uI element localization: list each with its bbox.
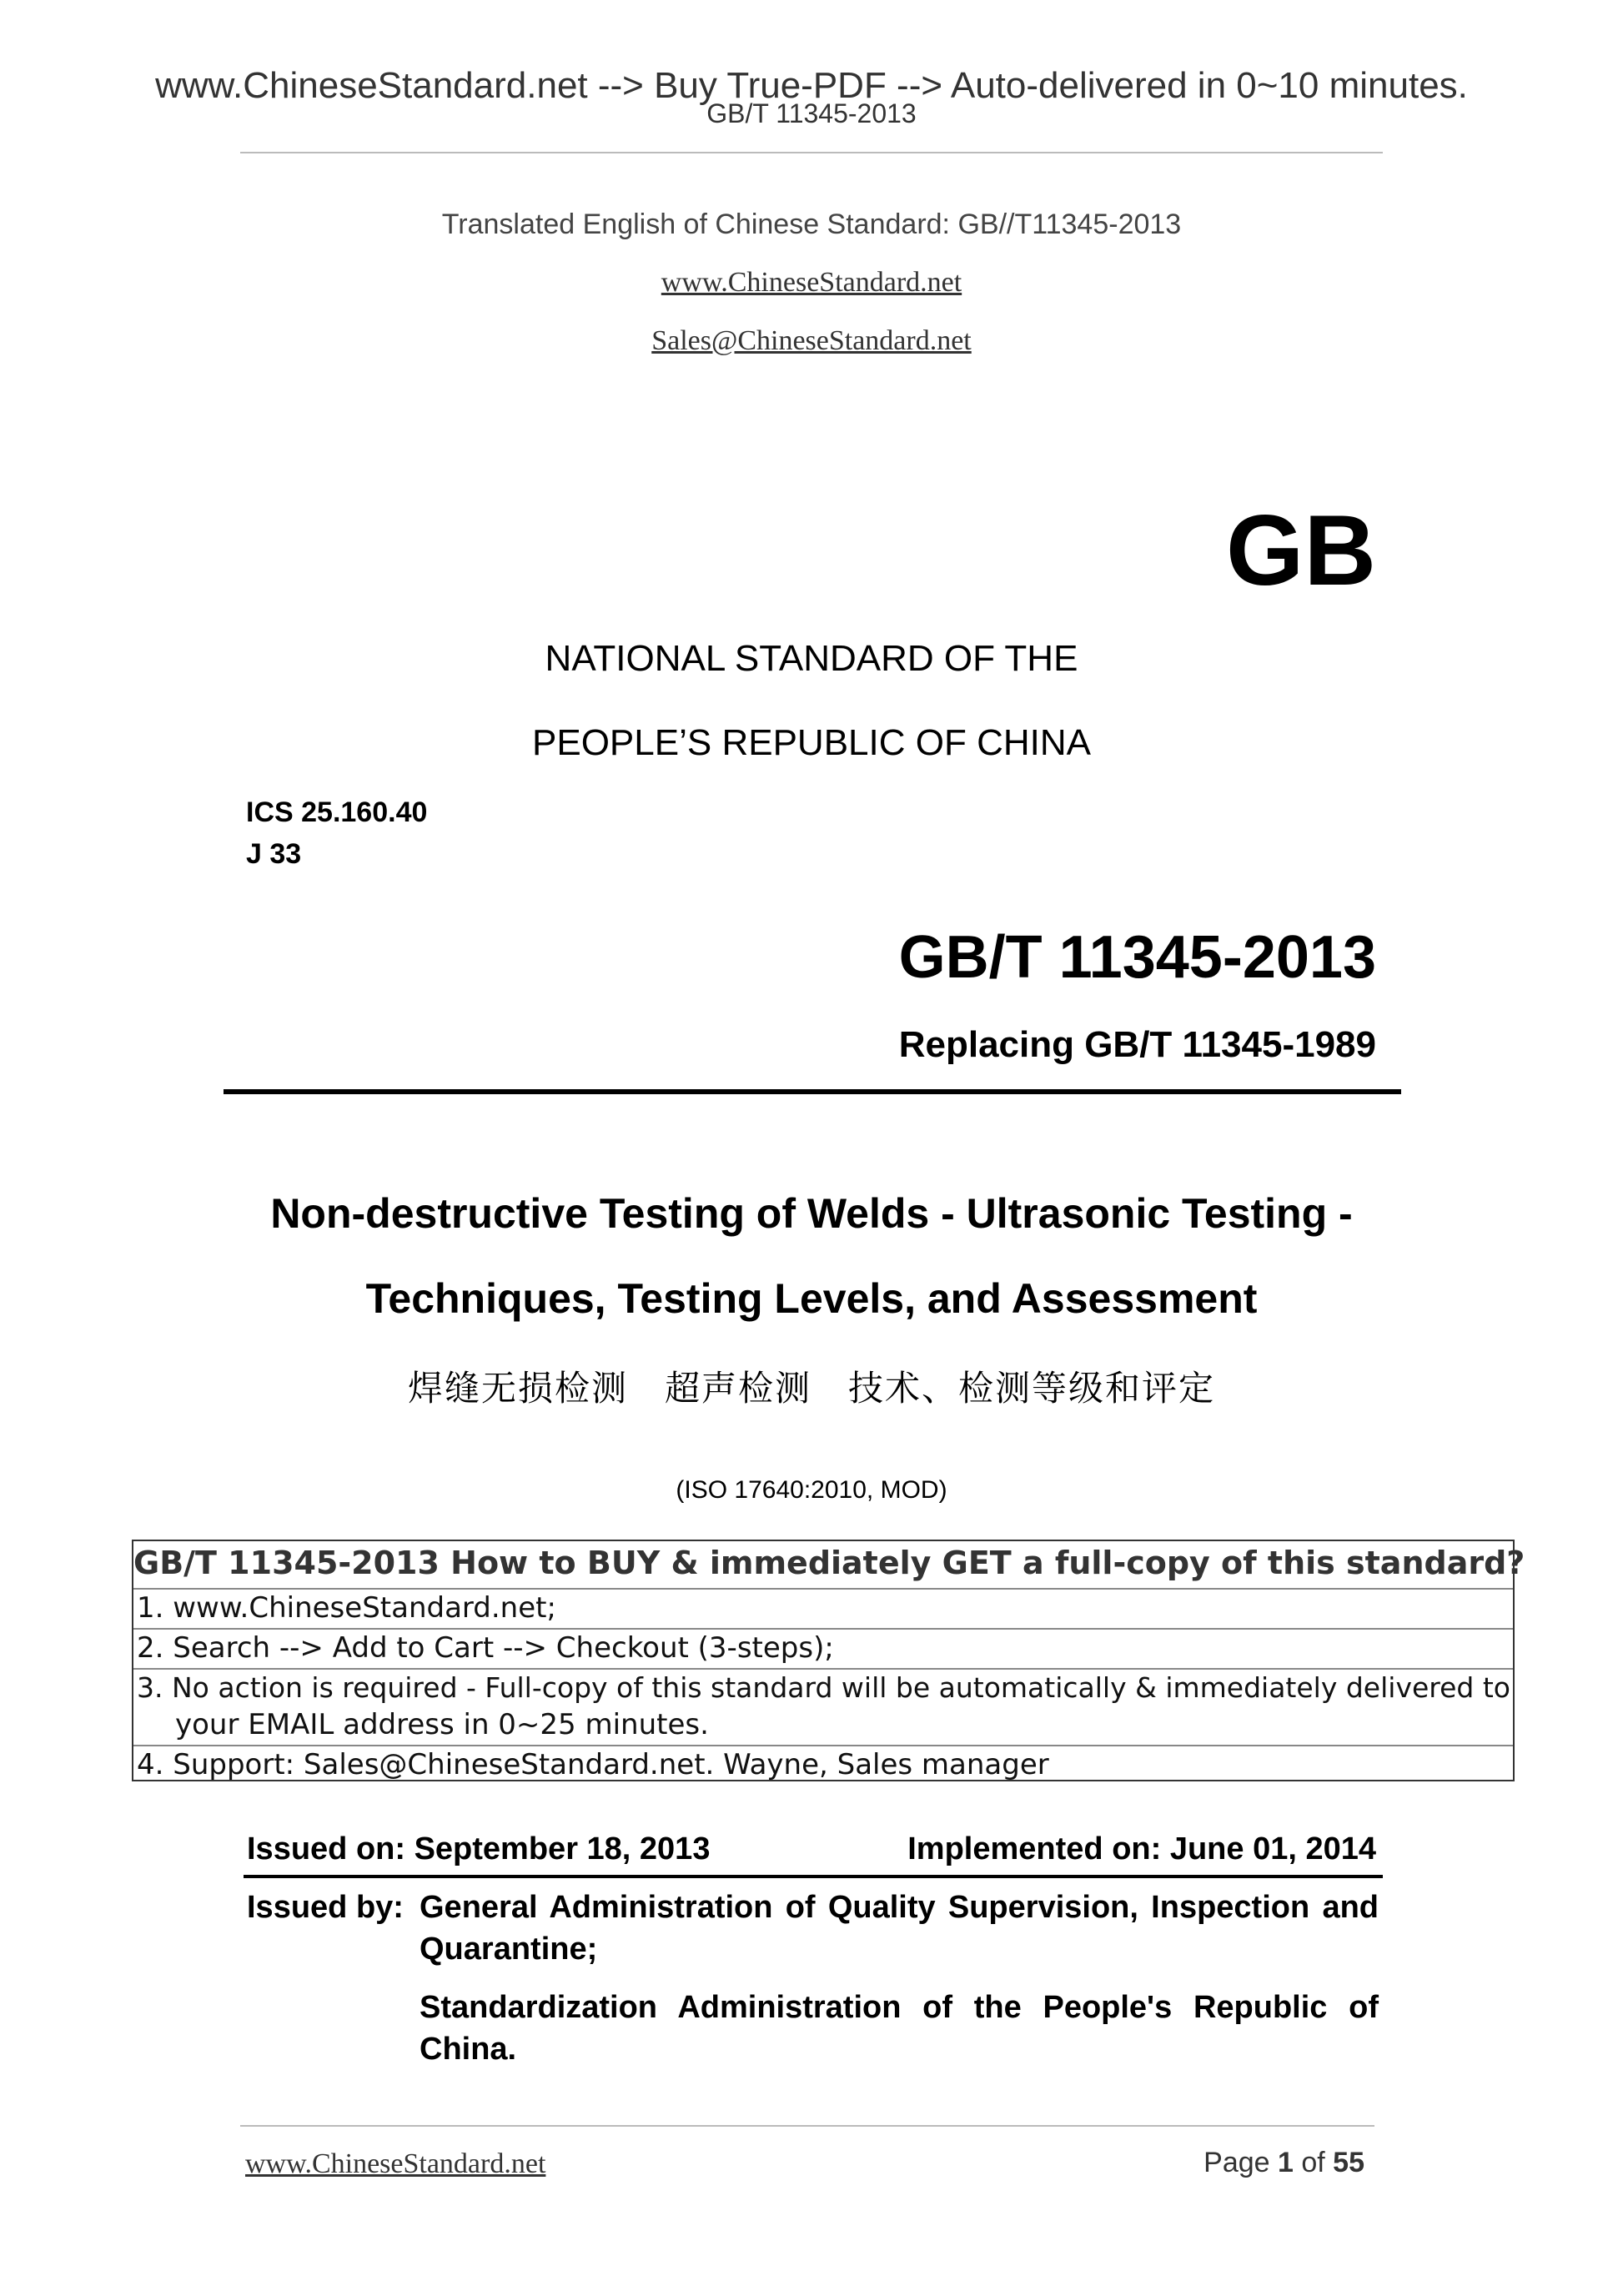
site-link[interactable]: www.ChineseStandard.net	[661, 267, 962, 298]
issuer-1-line-1: General Administration of Quality Supervision, Inspection and	[420, 1890, 1379, 1925]
dates-divider	[244, 1875, 1383, 1878]
buy-step-4[interactable]: 4. Support: Sales@ChineseStandard.net. Wayne, Sales manager	[137, 1748, 1049, 1781]
issuer-1-line-2: Quarantine;	[420, 1932, 598, 1967]
buy-step-3-continued: your EMAIL address in 0~25 minutes.	[175, 1708, 709, 1741]
header-divider	[240, 152, 1383, 153]
buy-step-2: 2. Search --> Add to Cart --> Checkout (3-steps);	[137, 1631, 834, 1665]
ccs-code: J 33	[246, 838, 302, 870]
title-divider	[224, 1089, 1401, 1094]
page-current: 1	[1278, 2147, 1294, 2178]
page-indicator	[1203, 2147, 1364, 2179]
title-line-2: Techniques, Testing Levels, and Assessment	[365, 1275, 1258, 1322]
implemented-on: Implemented on: June 01, 2014	[907, 1831, 1376, 1866]
issuer-2-line-1: Standardization Administration of the People's Republic of	[420, 1990, 1379, 2025]
buy-info-box	[132, 1540, 1525, 1781]
page-of: of	[1293, 2147, 1334, 2178]
buy-step-1[interactable]: 1. www.ChineseStandard.net;	[137, 1591, 556, 1625]
title-line-1: Non-destructive Testing of Welds - Ultrasonic Testing -	[270, 1190, 1353, 1237]
sales-email-link[interactable]: Sales@ChineseStandard.net	[651, 325, 972, 356]
buy-box-heading: GB/T 11345-2013 How to BUY & immediately GET a full-copy of this standard?	[133, 1545, 1525, 1581]
top-banner: www.ChineseStandard.net --> Buy True-PDF --> Auto-delivered in 0~10 minutes.	[155, 65, 1468, 106]
running-header: GB/T 11345-2013	[706, 98, 917, 128]
buy-box-row-divider	[133, 1668, 1513, 1670]
translation-note: Translated English of Chinese Standard: GB//T11345-2013	[441, 208, 1182, 240]
footer-divider	[240, 2125, 1374, 2127]
buy-step-3: 3. No action is required - Full-copy of this standard will be automatically & immediately delivered to	[137, 1671, 1510, 1704]
ics-code: ICS 25.160.40	[246, 796, 428, 828]
buy-box-row-divider	[133, 1745, 1513, 1746]
page-total: 55	[1333, 2147, 1364, 2178]
page-prefix: Page	[1203, 2147, 1278, 2178]
buy-box-row-divider	[133, 1628, 1513, 1630]
iso-reference: (ISO 17640:2010, MOD)	[676, 1476, 947, 1504]
issued-by-label: Issued by:	[247, 1890, 404, 1925]
issued-on: Issued on: September 18, 2013	[247, 1831, 711, 1866]
chinese-title: 焊缝无损检测 超声检测 技术、检测等级和评定	[407, 1370, 1215, 1409]
issuer-2-line-2: China.	[420, 2032, 517, 2067]
gb-mark: GB	[1226, 495, 1376, 606]
footer-site-link[interactable]: www.ChineseStandard.net	[245, 2148, 546, 2179]
national-line-1: NATIONAL STANDARD OF THE	[545, 638, 1078, 679]
replacing-note: Replacing GB/T 11345-1989	[898, 1024, 1376, 1065]
buy-box-row-divider	[133, 1588, 1513, 1590]
national-line-2: PEOPLE’S REPUBLIC OF CHINA	[532, 722, 1091, 763]
standard-number: GB/T 11345-2013	[898, 924, 1376, 991]
